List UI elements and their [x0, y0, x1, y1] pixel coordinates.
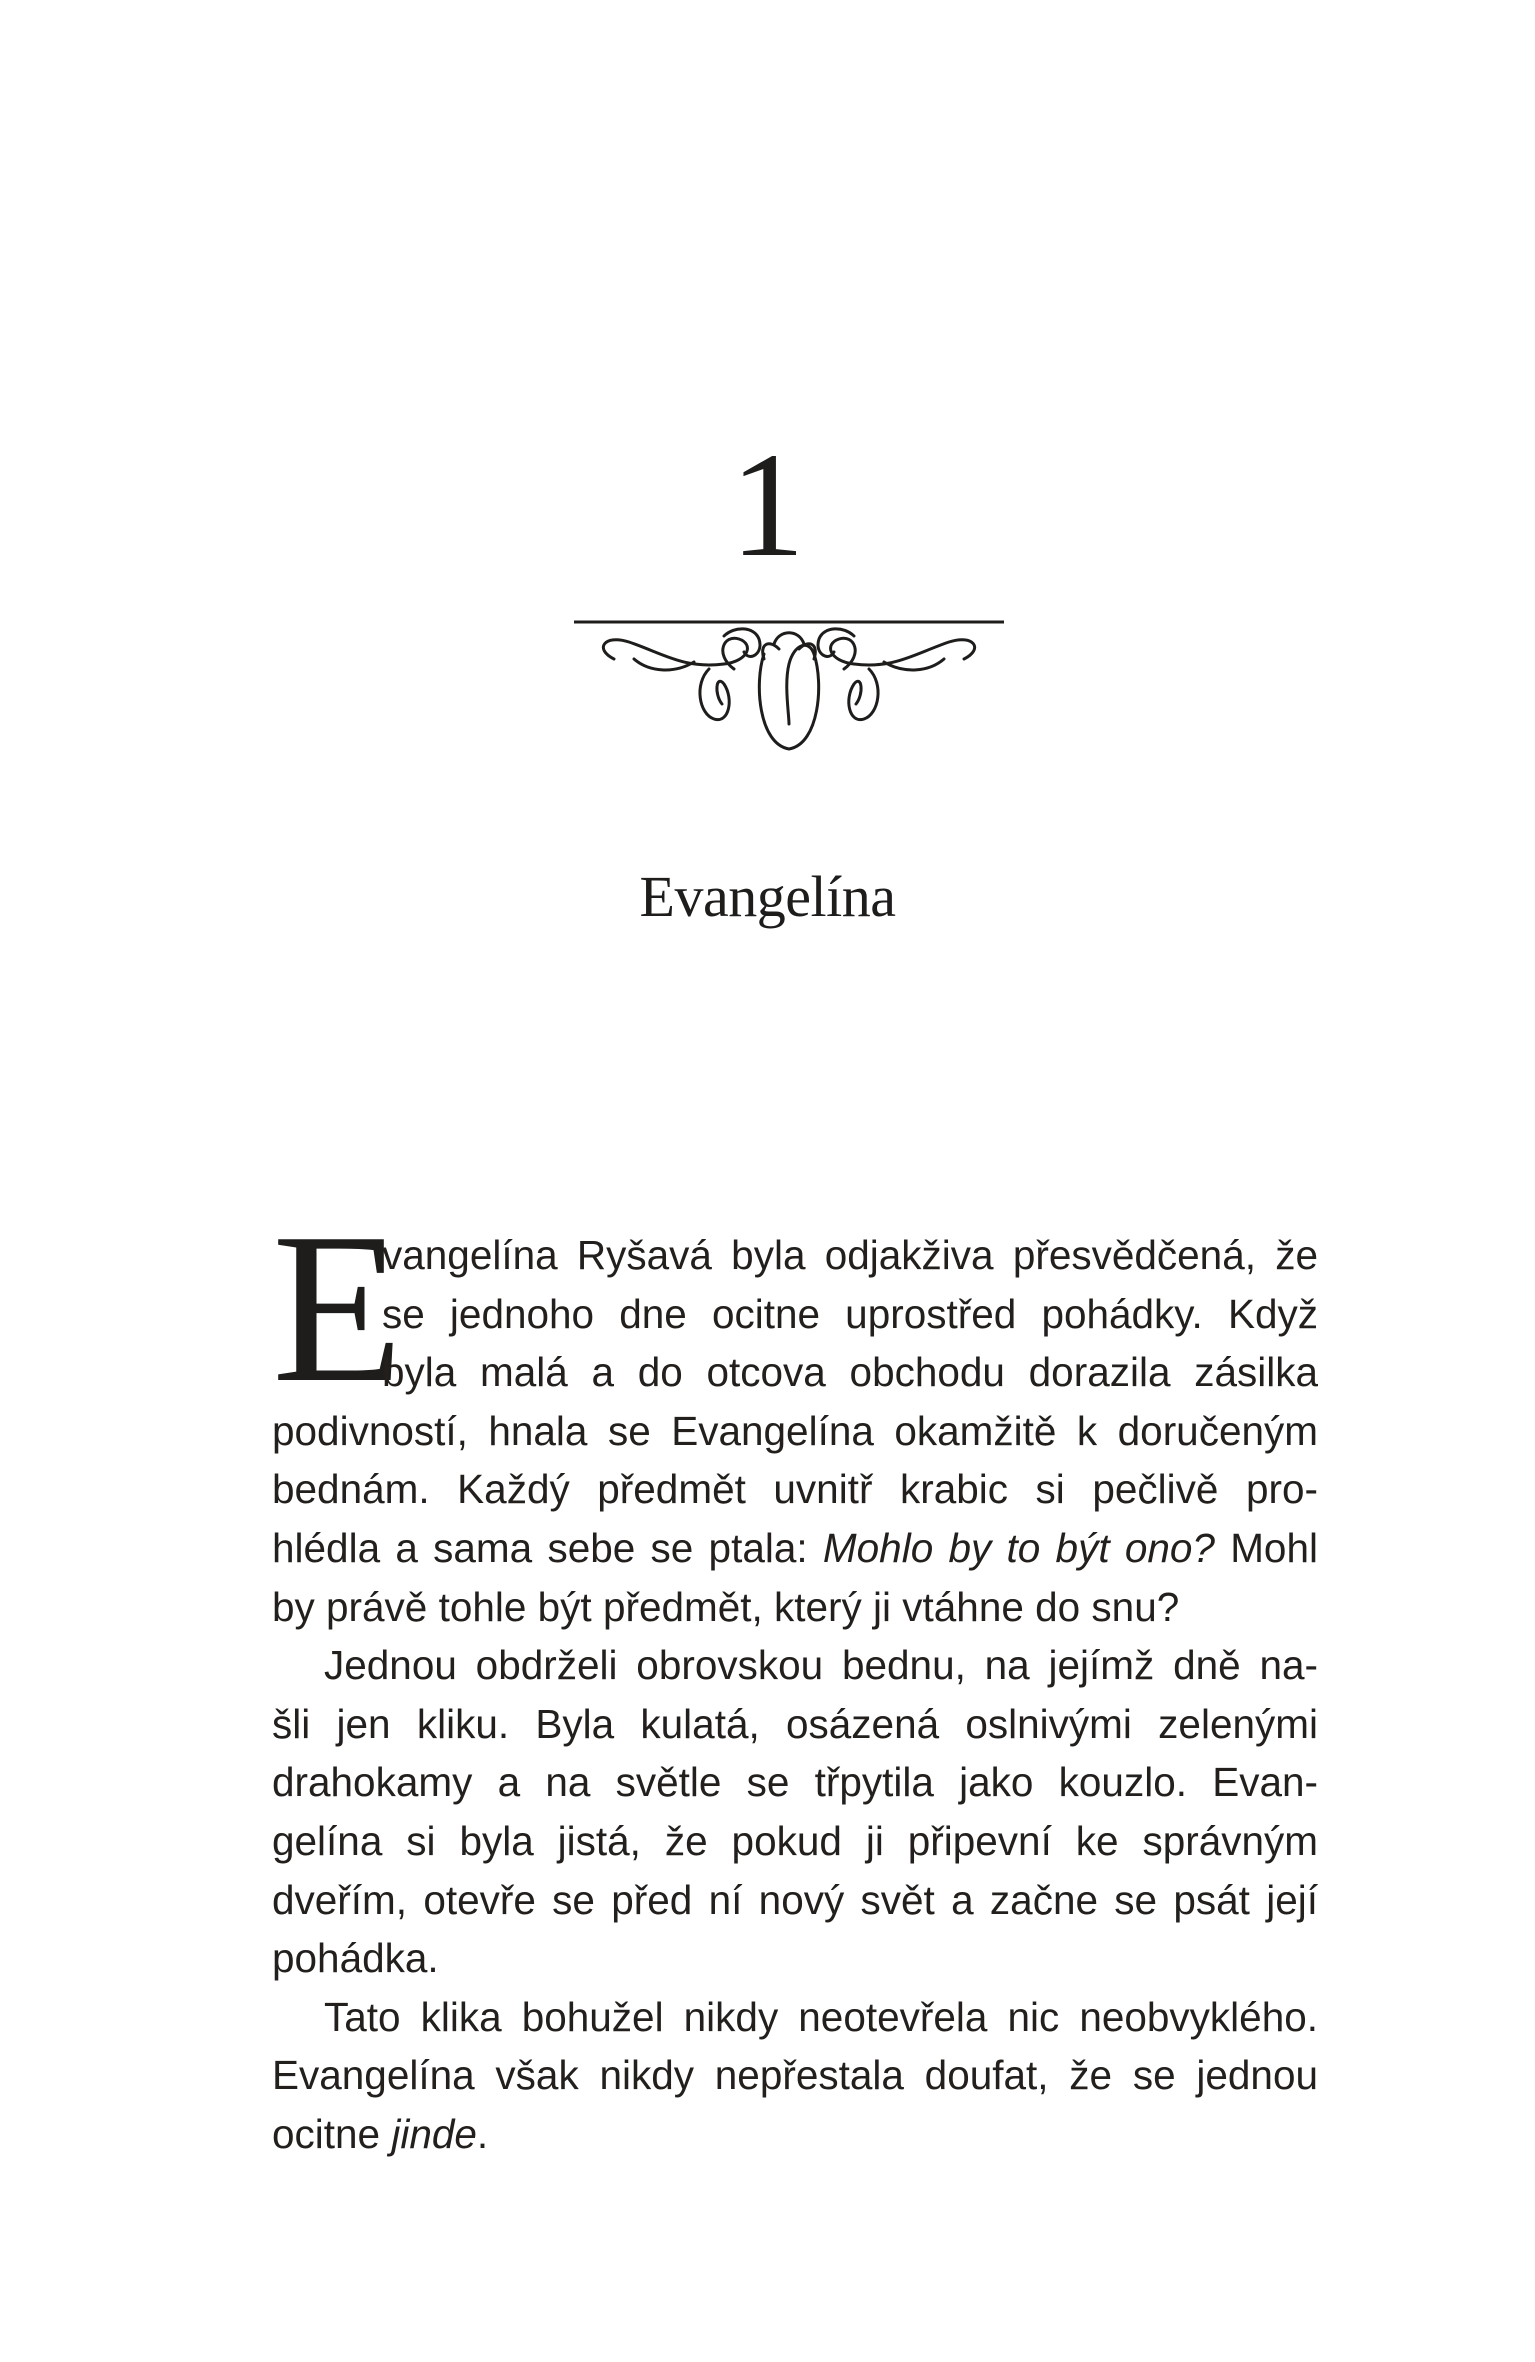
text-segment: hlédla a sama sebe se ptala:	[272, 1524, 823, 1571]
text-line: Evangelína však nikdy nepřestala doufat, že se jednou	[272, 2052, 1318, 2099]
chapter-number: 1	[730, 422, 805, 588]
text-line: dveřím, otevře se před ní nový svět a začne se psát její	[272, 1876, 1318, 1923]
text-line: šli jen kliku. Byla kulatá, osázená oslnivými zelenými	[272, 1700, 1318, 1747]
text-line: podivností, hnala se Evangelína okamžitě k doručeným	[272, 1407, 1318, 1454]
text-line: vangelína Ryšavá byla odjakživa přesvědčená, že	[382, 1232, 1318, 1278]
text-line: bednám. Každý předmět uvnitř krabic si pečlivě pro-	[272, 1466, 1318, 1513]
chapter-title: Evangelína	[639, 864, 896, 929]
text-line: byla malá a do otcova obchodu dorazila zásilka	[382, 1349, 1318, 1396]
text-line: Jednou obdrželi obrovskou bednu, na jejímž dně na-	[324, 1642, 1318, 1689]
text-line: by právě tohle být předmět, který ji vtáhne do snu?	[272, 1583, 1180, 1630]
drop-cap: E	[272, 1188, 404, 1427]
text-segment: .	[476, 2110, 489, 2157]
body-text	[272, 1226, 1318, 2164]
italic-text: jinde	[391, 2110, 477, 2157]
italic-text: Mohlo by to být ono?	[822, 1524, 1215, 1571]
text-segment: Mohl	[1214, 1524, 1318, 1571]
text-line	[272, 2105, 1318, 2164]
text-line: se jednoho dne ocitne uprostřed pohádky. Když	[382, 1290, 1318, 1337]
text-segment: ocitne	[272, 2110, 392, 2157]
text-line	[272, 1519, 1318, 1578]
text-line: pohádka.	[272, 1935, 439, 1982]
text-line: Tato klika bohužel nikdy neotevřela nic neobvyklého.	[324, 1993, 1318, 2040]
text-line: drahokamy a na světle se třpytila jako kouzlo. Evan-	[272, 1759, 1318, 1806]
text-line: gelína si byla jistá, že pokud ji připevní ke správným	[272, 1817, 1318, 1864]
flourish-ornament-icon	[574, 614, 1004, 759]
